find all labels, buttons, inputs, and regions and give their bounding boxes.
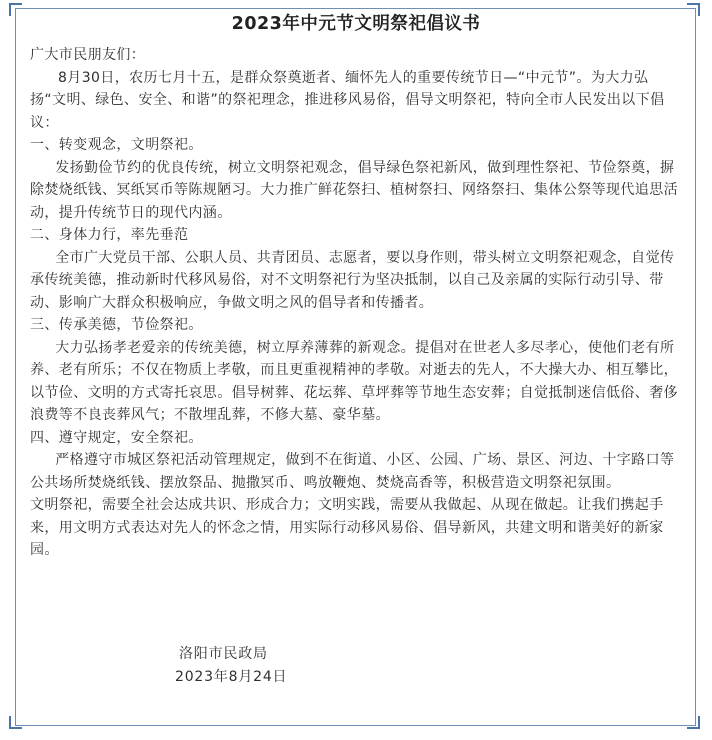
section-3-heading: 三、传承美德，节俭祭祀。 bbox=[30, 317, 203, 333]
section-4-text: 严格遵守市城区祭祀活动管理规定，做到不在街道、小区、公园、广场、景区、河边、十字路口等公共场所焚烧纸钱、摆放祭品、抛撒冥币、鸣放鞭炮、焚烧高香等，积极营造文明祭祀氛围。 bbox=[30, 452, 675, 491]
section-2-text: 全市广大党员干部、公职人员、共青团员、志愿者，要以身作则，带头树立文明祭祀观念，自觉传承传统美德，推动新时代移风易俗，对不文明祭祀行为坚决抵制，以自己及亲属的实际行动引导、带动、影响广大群众积极响应，争做文明之风的倡导者和传播者。 bbox=[30, 249, 675, 311]
section-1-heading: 一、转变观念，文明祭祀。 bbox=[30, 137, 203, 153]
frame-corner-bottom-right bbox=[687, 716, 700, 729]
signature-org: 洛阳市民政局 bbox=[179, 646, 268, 662]
salutation: 广大市民朋友们： bbox=[30, 47, 146, 63]
closing-paragraph: 文明祭祀，需要全社会达成共识、形成合力；文明实践，需要从我做起、从现在做起。让我们携起手来，用文明方式表达对先人的怀念之情，用实际行动移风易俗、倡导新风，共建文明和谐美好的新家园。 bbox=[30, 497, 664, 558]
document-title: 2023年中元节文明祭祀倡议书 bbox=[231, 14, 481, 34]
section-2-heading: 二、身体力行，率先垂范 bbox=[30, 227, 189, 243]
section-4-heading: 四、遵守规定，安全祭祀。 bbox=[30, 429, 203, 446]
signature-date: 2023年8月24日 bbox=[175, 669, 288, 685]
intro-paragraph: 8月30日，农历七月十五，是群众祭奠逝者、缅怀先人的重要传统节日—“中元节”。为大力弘扬“文明、绿色、安全、和谐”的祭祀理念，推进移风易俗，倡导文明祭祀，特向全市人民发出以下倡议： bbox=[30, 69, 665, 131]
section-3-text: 大力弘扬孝老爱亲的传统美德，树立厚养薄葬的新观念。提倡对在世老人多尽孝心，使他们老有所养、老有所乐；不仅在物质上孝敬，而且更重视精神的孝敬。对逝去的先人，不大操大办、相互攀比，以节俭、文明的方式寄托哀思。倡导树葬、花坛葬、草坪葬等节地生态安葬；自觉抵制迷信低俗、奢侈浪费等不良丧葬风气；不散埋乱葬，不修大墓、豪华墓。 bbox=[30, 339, 678, 423]
document-body bbox=[30, 44, 684, 562]
section-1-text: 发扬勤俭节约的优良传统，树立文明祭祀观念，倡导绿色祭祀新风，做到理性祭祀、节俭祭奠，摒除焚烧纸钱、冥纸冥币等陈规陋习。大力推广鲜花祭扫、植树祭扫、网络祭扫、集体公祭等现代追思活动，提升传统节日的现代内涵。 bbox=[30, 159, 678, 221]
frame-corner-bottom-left bbox=[9, 716, 22, 729]
